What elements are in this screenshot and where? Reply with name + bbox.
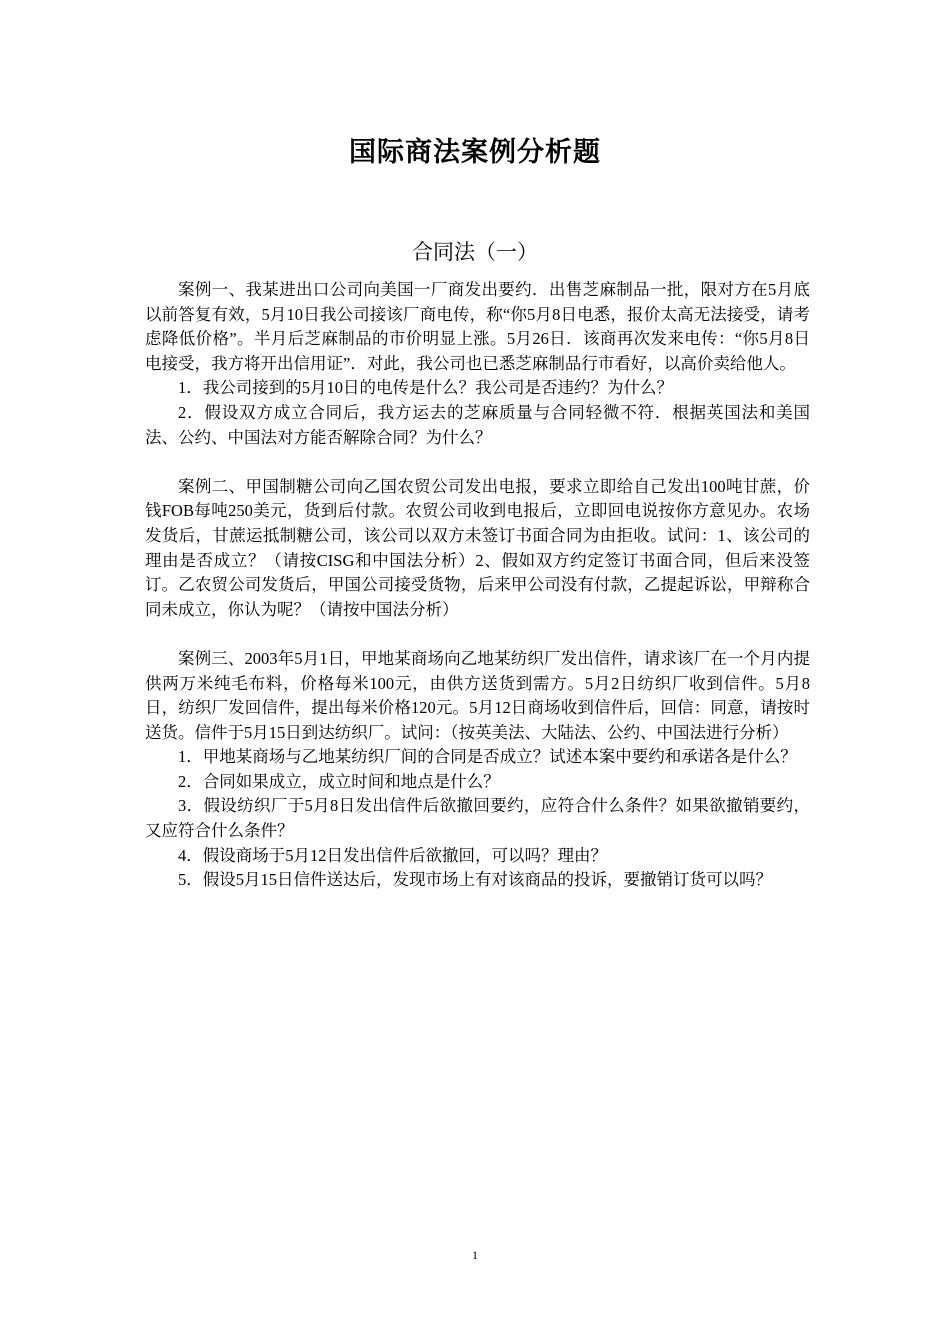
paragraph-spacer [145,450,810,475]
case-3-paragraph: 案例三、2003年5月1日，甲地某商场向乙地某纺织厂发出信件，请求该厂在一个月内提供两万米纯毛布料，价格每米100元，由供方送货到需方。5月2日纺织厂收到信件。5月8日，纺织厂发回信件，提出每米价格120元。5月12日商场收到信件后，回信：同意，请按时送货。信件于5月15日到达纺织厂。试问：（按英美法、大陆法、公约、中国法进行分析） [145,648,810,742]
case-3-question-1: 1．甲地某商场与乙地某纺织厂间的合同是否成立？试述本案中要约和承诺各是什么？ [178,747,797,767]
document-body [145,278,810,893]
case-1-question-1: 1．我公司接到的5月10日的电传是什么？我公司是否违约？为什么？ [178,378,673,398]
paragraph-spacer [145,622,810,647]
case-1-paragraph: 案例一、我某进出口公司向美国一厂商发出要约．出售芝麻制品一批，限对方在5月底以前答复有效，5月10日我公司接该厂商电传，称“你5月8日电悉，报价太高无法接受，请考虑降低价格”。半月后芝麻制品的市价明显上涨。5月26日．该商再次发来电传：“你5月8日电接受，我方将开出信用证”．对此，我公司也已悉芝麻制品行市看好，以高价卖给他人。 [145,280,810,373]
case-2-paragraph: 案例二、甲国制糖公司向乙国农贸公司发出电报，要求立即给自己发出100吨甘蔗，价钱FOB每吨250美元，货到后付款。农贸公司收到电报后，立即回电说按你方意见办。农场发货后，甘蔗运抵制糖公司，该公司以双方未签订书面合同为由拒收。试问：1、该公司的理由是否成立？（请按CISG和中国法分析）2、假如双方约定签订书面合同，但后来没签订。乙农贸公司发货后，甲国公司接受货物，后来甲公司没有付款，乙提起诉讼，甲辩称合同未成立，你认为呢？（请按中国法分析） [145,476,810,619]
section-heading: 合同法（一） [412,240,538,264]
case-3-question-3: 3．假设纺织厂于5月8日发出信件后欲撤回要约，应符合什么条件？如果欲撤销要约，又应符合什么条件？ [145,796,810,841]
page-number: 1 [472,1248,478,1262]
case-3-question-2: 2．合同如果成立，成立时间和地点是什么？ [178,771,500,791]
case-3-question-5: 5．假设5月15日信件送达后，发现市场上有对该商品的投诉，要撤销订货可以吗？ [178,870,772,890]
case-3-question-4: 4．假设商场于5月12日发出信件后欲撤回，可以吗？理由？ [178,845,607,865]
document-title: 国际商法案例分析题 [349,137,601,167]
case-1-question-2: 2．假设双方成立合同后，我方运去的芝麻质量与合同轻微不符．根据英国法和美国法、公约、中国法对方能否解除合同？为什么？ [145,402,810,447]
